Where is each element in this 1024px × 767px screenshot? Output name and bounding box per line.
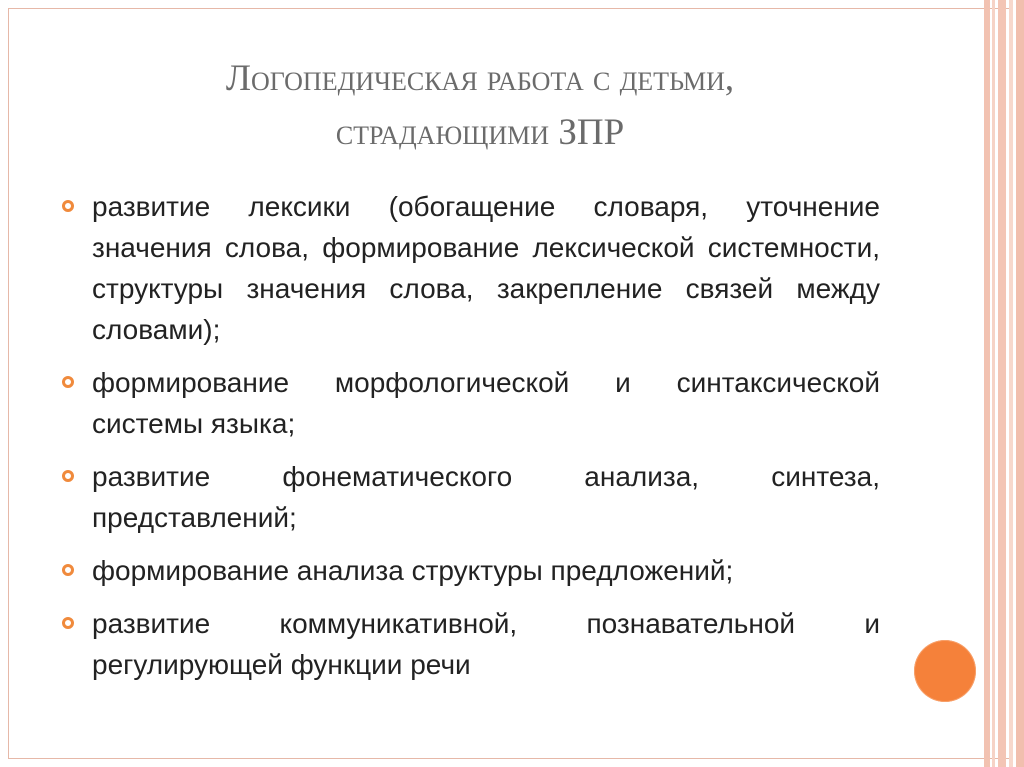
orange-circle-decoration (914, 640, 976, 702)
decorative-stripe (992, 0, 995, 767)
list-item-text: развитие фонематического анализа, синтеза, представлений; (92, 461, 880, 533)
slide-title-line-1: Логопедическая работа с детьми, (225, 58, 735, 99)
ring-bullet-icon (62, 470, 74, 482)
list-item (60, 550, 880, 591)
ring-bullet-icon (62, 617, 74, 629)
decorative-stripe (998, 0, 1006, 767)
bullet-list (60, 186, 880, 697)
slide-title (100, 52, 860, 160)
list-item-text: формирование морфологической и синтаксической системы языка; (92, 367, 880, 439)
ring-bullet-icon (62, 200, 74, 212)
list-item (60, 456, 880, 538)
slide-title-line-2: страдающими ЗПР (335, 112, 625, 153)
list-item-text: развитие лексики (обогащение словаря, уточнение значения слова, формирование лексической системности, структуры значения слова, закрепление связей между словами); (92, 191, 880, 345)
list-item (60, 362, 880, 444)
list-item (60, 603, 880, 685)
decorative-stripe (1009, 0, 1013, 767)
ring-bullet-icon (62, 564, 74, 576)
ring-bullet-icon (62, 376, 74, 388)
decorative-stripe (1016, 0, 1024, 767)
decorative-stripe (984, 0, 990, 767)
list-item-text: развитие коммуникативной, познавательной и регулирующей функции речи (92, 608, 880, 680)
list-item-text: формирование анализа структуры предложений; (92, 555, 734, 586)
list-item (60, 186, 880, 350)
